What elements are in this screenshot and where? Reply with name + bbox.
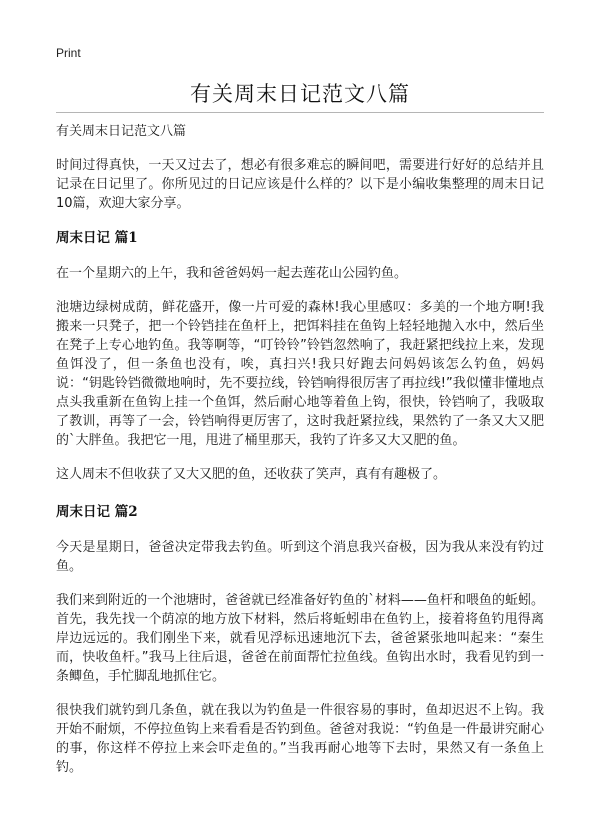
page-title: 有关周末日记范文八篇	[190, 82, 410, 106]
section-2-paragraph-3: 很快我们就钓到几条鱼，就在我以为钓鱼是一件很容易的事时，鱼却迟迟不上钩。我开始不耐烦，不停拉鱼钩上来看看是否钓到鱼。爸爸对我说：“钓鱼是一件最讲究耐心的事，你这样不停拉上来会吓走鱼的。”当我再耐心地等下去时，果然又有一条鱼上钓。	[56, 703, 544, 775]
section-1-paragraph-1: 在一个星期六的上午，我和爸爸妈妈一起去莲花山公园钓鱼。	[56, 266, 408, 281]
section-heading-2: 周末日记 篇2	[56, 504, 138, 520]
section-2-paragraph-2: 我们来到附近的一个池塘时，爸爸就已经准备好钓鱼的`材料——鱼杆和喂鱼的蚯蚓。首先，我先找一个荫凉的地方放下材料，然后将蚯蚓串在鱼钓上，接着将鱼钓甩得离岸边远远的。我们刚坐下来，就看见浮标迅速地沉下去，爸爸紧张地叫起来：“秦生而，快收鱼杆。”我马上往后退，爸爸在前面帮忙拉鱼线。鱼钩出水时，我看见钓到一条鲫鱼，手忙脚乱地抓住它。	[56, 593, 544, 684]
section-2-paragraph-1: 今天是星期日，爸爸决定带我去钓鱼。听到这个消息我兴奋极，因为我从来没有钓过鱼。	[56, 540, 544, 574]
article-subtitle: 有关周末日记范文八篇	[56, 124, 187, 139]
section-1-paragraph-2: 池塘边绿树成荫，鲜花盛开，像一片可爱的森林!我心里感叹：多美的一个地方啊!我搬来一只凳子，把一个铃铛挂在鱼杆上，把饵料挂在鱼钩上轻轻地抛入水中，然后坐在凳子上专心地钓鱼。我等啊等，“叮铃铃”铃铛忽然响了，我赶紧把线拉上来，发现鱼饵没了，但一条鱼也没有，唉，真扫兴!我只好跑去问妈妈该怎么钓鱼，妈妈说：“钥匙铃铛微微地响时，先不要拉线，铃铛响得很厉害了再拉线!”我似懂非懂地点点头我重新在鱼钩上挂一个鱼饵，然后耐心地等着鱼上钩，很快，铃铛响了，我吸取了教训，再等了一会，铃铛响得更厉害了，这时我赶紧拉线，果然钓了一条又大又肥的`大胖鱼。我把它一甩，甩进了桶里那天，我钓了许多又大又肥的鱼。	[56, 300, 544, 448]
print-link[interactable]: Print	[56, 46, 81, 60]
title-divider	[56, 112, 544, 113]
section-heading-1: 周末日记 篇1	[56, 230, 138, 246]
article-body	[56, 118, 544, 777]
section-1-paragraph-3: 这人周末不但收获了又大又肥的鱼，还收获了笑声，真有有趣极了。	[56, 467, 447, 482]
intro-paragraph: 时间过得真快，一天又过去了，想必有很多难忘的瞬间吧，需要进行好好的总结并且记录在日记里了。你所见过的日记应该是什么样的？以下是小编收集整理的周末日记10篇，欢迎大家分享。	[56, 158, 544, 211]
